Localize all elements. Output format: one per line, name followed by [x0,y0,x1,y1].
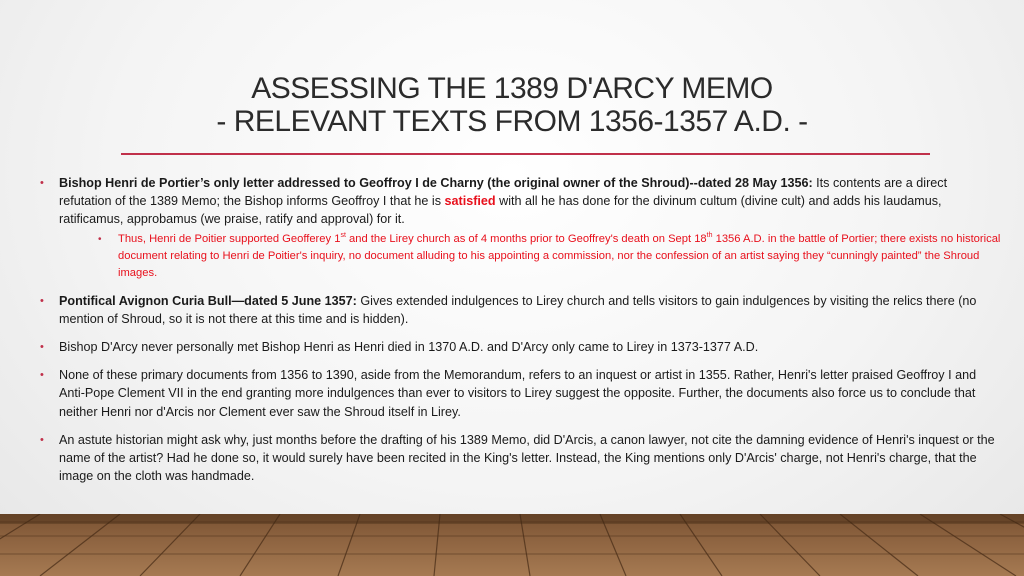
bullet-item-4 [38,366,1002,421]
bullet-1-text-before: Its contents are a direct refutation of the 1389 Memo; the Bishop informs Geoffroy I that he is [59,176,948,209]
wood-floor-decoration [0,514,1024,576]
bullet-item-3 [38,338,1002,356]
sub-bullet-icon: • [98,233,102,245]
bullet-1-text-after: with all he has done for the divinum cultum (divine cult) and adds his laudamus, ratificamus, approbamus (we praise, ratify and approval) for it. [59,194,942,227]
bullet-item-1 [38,174,1002,282]
slide-title [0,72,1024,138]
bullet-item-5 [38,431,1002,486]
bullet-1-highlight: satisfied [444,194,496,209]
wood-planks-graphic [0,514,1024,576]
bullet-list [38,174,1002,495]
bullet-icon: • [40,369,44,382]
bullet-icon: • [40,433,44,446]
bullet-4-text: None of these primary documents from 1356 to 1390, aside from the Memorandum, refers to an inquest or artist in 1355. Rather, Henri's letter praised Geoffroy I and Anti-Pope Clement VII in the end granting more indulgences than ever to visitors to Lirey suggest the opposite. Further, the documents also force us to conclude that neither Henri nor d'Arcis nor Clement ever saw the Shroud itself in Lirey. [59,368,977,419]
title-divider [121,153,930,155]
bullet-1-heading: Bishop Henri de Portier’s only letter addressed to Geoffroy I de Charny (the original owner of the Shroud)--dated 28 May 1356: [59,176,813,190]
sub-bullet-part-1: Thus, Henri de Poitier supported Geofferey 1 [118,232,341,245]
bullet-icon: • [40,177,44,189]
bullet-icon: • [40,341,44,354]
bullet-5-text: An astute historian might ask why, just months before the drafting of his 1389 Memo, did D'Arcis, a canon lawyer, not cite the damning evidence of Henri's inquest or the name of the artist? Had he done so, it would surely have been recited in the King's letter. Instead, the King mentions only D'Arcis' charge, not Henri's charge, that the image on the cloth was handmade. [59,432,995,484]
bullet-3-text: Bishop D'Arcy never personally met Bishop Henri as Henri died in 1370 A.D. and D'Arcy only came to Lirey in 1373-1377 A.D. [59,340,759,355]
sub-bullet-item [59,231,1002,282]
sub-bullet-part-3: 1356 A.D. in the battle of Portier; there exists no historical document relating to Henri de Poitier's inquiry, no document alluding to his appointing a commission, nor the confession of an artist saying they “cunningly painted” the Shroud images. [118,232,1001,279]
title-line-2: - RELEVANT TEXTS FROM 1356-1357 A.D. - [216,105,808,138]
sub-bullet-sup-2: th [706,231,713,239]
bullet-2-heading: Pontifical Avignon Curia Bull—dated 5 June 1357: [59,293,357,308]
title-line-1: ASSESSING THE 1389 D'ARCY MEMO [251,72,773,105]
sub-bullet-sup-1: st [340,231,346,239]
sub-bullet-part-2: and the Lirey church as of 4 months prior to Geoffrey's death on Sept 18 [345,232,707,245]
bullet-icon: • [40,294,44,307]
bullet-item-2 [38,292,1002,328]
bullet-2-text: Gives extended indulgences to Lirey church and tells visitors to gain indulgences by visiting the relics there (no mention of Shroud, so it is not there at this time and is hidden). [59,293,977,326]
